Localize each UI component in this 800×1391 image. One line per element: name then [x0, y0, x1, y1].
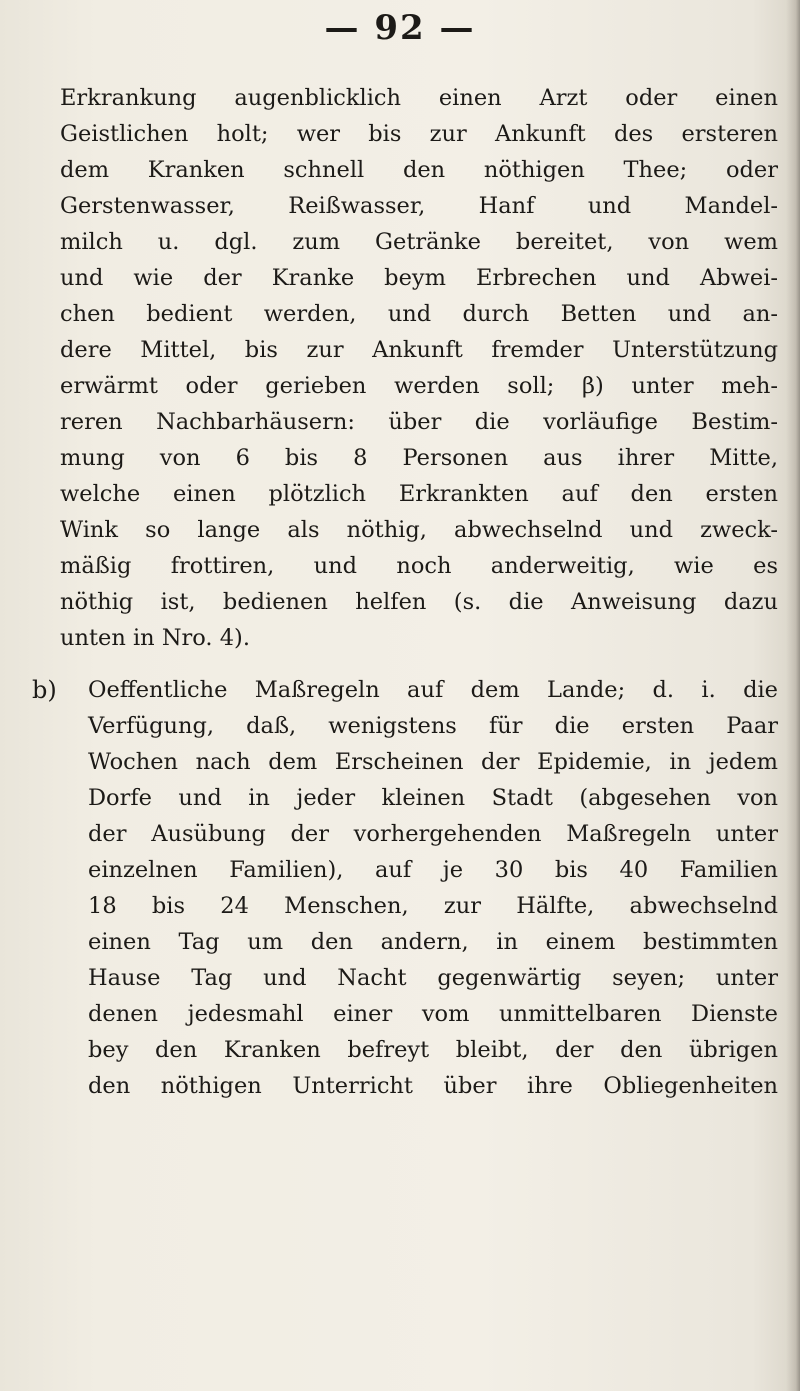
- paragraph-b: [60, 672, 778, 1104]
- text-line: den nöthigen Unterricht über ihre Obliegenheiten: [88, 1073, 778, 1099]
- text-line: erwärmt oder gerieben werden soll; β) unter meh-: [60, 373, 778, 399]
- paragraph-b-block: [32, 672, 778, 1104]
- text-line: Erkrankung augenblicklich einen Arzt oder einen: [60, 85, 778, 111]
- text-line: Hause Tag und Nacht gegenwärtig seyen; unter: [88, 965, 778, 991]
- text-line: 18 bis 24 Menschen, zur Hälfte, abwechselnd: [88, 893, 778, 919]
- text-line: denen jedesmahl einer vom unmittelbaren Dienste: [88, 1001, 778, 1027]
- text-line: einzelnen Familien), auf je 30 bis 40 Familien: [88, 857, 778, 883]
- text-line: Gerstenwasser, Reißwasser, Hanf und Mandel-: [60, 193, 778, 219]
- text-line: dem Kranken schnell den nöthigen Thee; oder: [60, 157, 778, 183]
- text-line: Wochen nach dem Erscheinen der Epidemie, in jedem: [88, 749, 778, 775]
- text-line: der Ausübung der vorhergehenden Maßregeln unter: [88, 821, 778, 847]
- text-line: Geistlichen holt; wer bis zur Ankunft des ersteren: [60, 121, 778, 147]
- page-number: — 92 —: [324, 8, 476, 48]
- text-line: Wink so lange als nöthig, abwechselnd und zweck-: [60, 517, 778, 543]
- text-line: chen bedient werden, und durch Betten und an-: [60, 301, 778, 327]
- page-edge-shadow: [786, 0, 800, 1391]
- text-line: dere Mittel, bis zur Ankunft fremder Unterstützung: [60, 337, 778, 363]
- paragraph-b-label: b): [32, 676, 57, 704]
- text-line: Dorfe und in jeder kleinen Stadt (abgesehen von: [88, 785, 778, 811]
- text-line: mäßig frottiren, und noch anderweitig, wie es: [60, 553, 778, 579]
- text-line: Oeffentliche Maßregeln auf dem Lande; d. i. die: [88, 677, 778, 703]
- text-line: milch u. dgl. zum Getränke bereitet, von wem: [60, 229, 778, 255]
- body-text: [32, 80, 778, 1104]
- text-line: reren Nachbarhäusern: über die vorläufige Bestim-: [60, 409, 778, 435]
- text-line: nöthig ist, bedienen helfen (s. die Anweisung dazu: [60, 589, 778, 615]
- text-line: mung von 6 bis 8 Personen aus ihrer Mitte,: [60, 445, 778, 471]
- text-line: welche einen plötzlich Erkrankten auf den ersten: [60, 481, 778, 507]
- text-line: bey den Kranken befreyt bleibt, der den übrigen: [88, 1037, 778, 1063]
- text-line: einen Tag um den andern, in einem bestimmten: [88, 929, 778, 955]
- paragraph-a: [60, 80, 778, 656]
- text-line: unten in Nro. 4).: [60, 625, 250, 651]
- text-line: und wie der Kranke beym Erbrechen und Abwei-: [60, 265, 778, 291]
- text-line: Verfügung, daß, wenigstens für die ersten Paar: [88, 713, 778, 739]
